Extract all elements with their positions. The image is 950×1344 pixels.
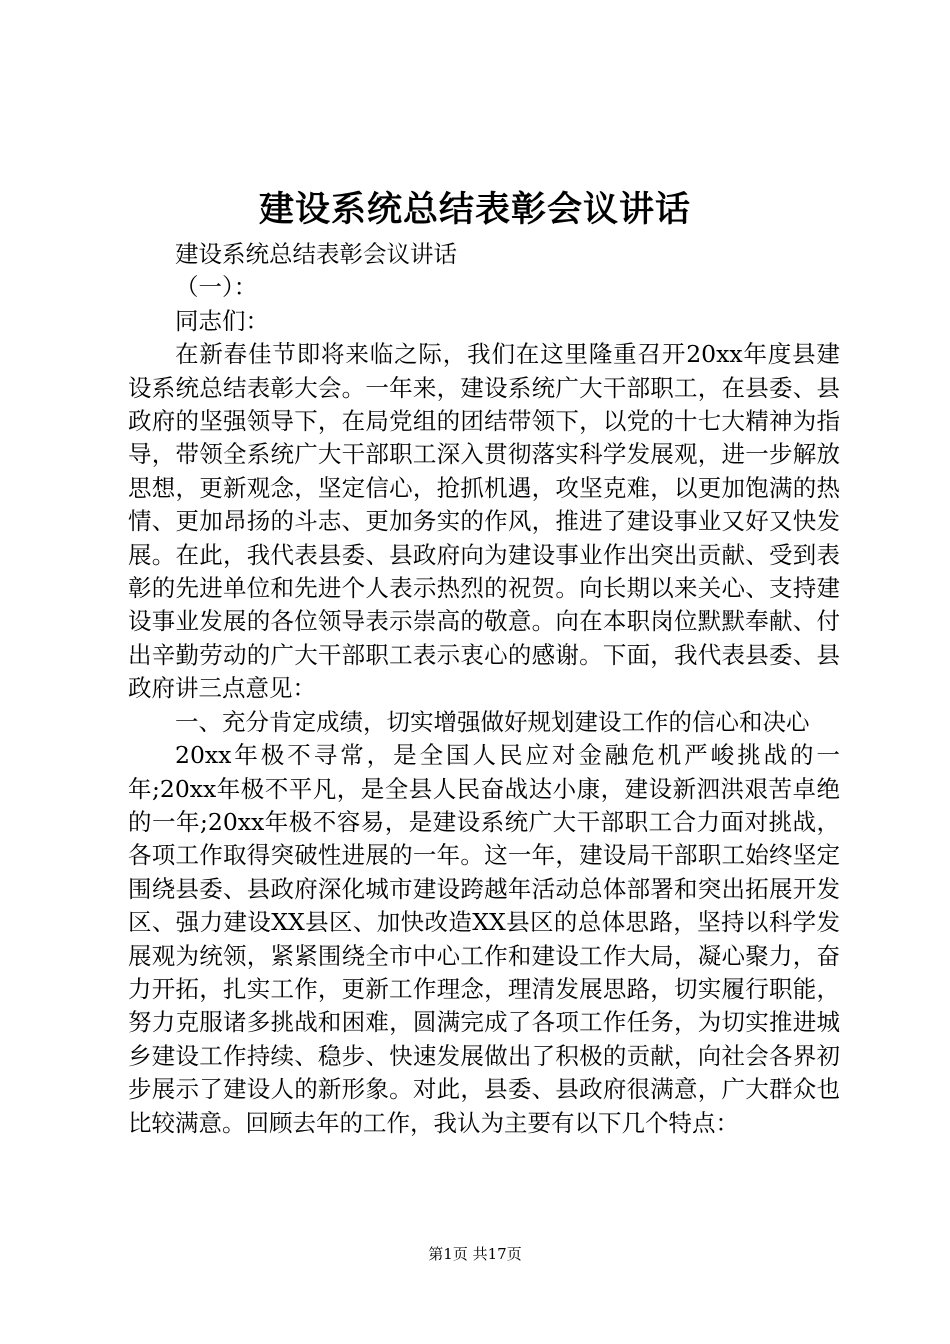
paragraph-opening: 在新春佳节即将来临之际，我们在这里隆重召开20xx年度县建设系统总结表彰大会。一年来，建设系统广大干部职工，在县委、县政府的坚强领导下，在局党组的团结带领下，以党的十七大精神为指导，带领全系统广大干部职工深入贯彻落实科学发展观，进一步解放思想，更新观念，坚定信心，抢抓机遇，攻坚克难，以更加饱满的热情、更加昂扬的斗志、更加务实的作风，推进了建设事业又好又快发展。在此，我代表县委、县政府向为建设事业作出突出贡献、受到表彰的先进单位和先进个人表示热烈的祝贺。向长期以来关心、支持建设事业发展的各位领导表示崇高的敬意。向在本职岗位默默奉献、付出辛勤劳动的广大干部职工表示衷心的感谢。下面，我代表县委、县政府讲三点意见： bbox=[128, 340, 840, 703]
document-title: 建设系统总结表彰会议讲话 bbox=[258, 189, 691, 230]
page-footer: 第1页 共17页 bbox=[428, 1245, 522, 1263]
paragraph-salutation: 同志们： bbox=[175, 306, 269, 335]
paragraph-heading-one: 一、充分肯定成绩，切实增强做好规划建设工作的信心和决心 bbox=[175, 707, 810, 736]
paragraph-subtitle: 建设系统总结表彰会议讲话 bbox=[175, 240, 457, 268]
paragraph-section-number: （一）： bbox=[175, 273, 258, 302]
paragraph-review: 20xx年极不寻常，是全国人民应对金融危机严峻挑战的一年;20xx年极不平凡，是全县人民奋战达小康，建设新泗洪艰苦卓绝的一年;20xx年极不容易，是建设系统广大干部职工合力面对挑战，各项工作取得突破性进展的一年。这一年，建设局干部职工始终坚定围绕县委、县政府深化城市建设跨越年活动总体部署和突出拓展开发区、强力建设XX县区、加快改造XX县区的总体思路，坚持以科学发展观为统领，紧紧围绕全市中心工作和建设工作大局，凝心聚力，奋力开拓，扎实工作，更新工作理念，理清发展思路，切实履行职能，努力克服诸多挑战和困难，圆满完成了各项工作任务，为切实推进城乡建设工作持续、稳步、快速发展做出了积极的贡献，向社会各界初步展示了建设人的新形象。对此，县委、县政府很满意，广大群众也比较满意。回顾去年的工作，我认为主要有以下几个特点： bbox=[128, 741, 840, 1137]
document-body bbox=[128, 238, 840, 1140]
